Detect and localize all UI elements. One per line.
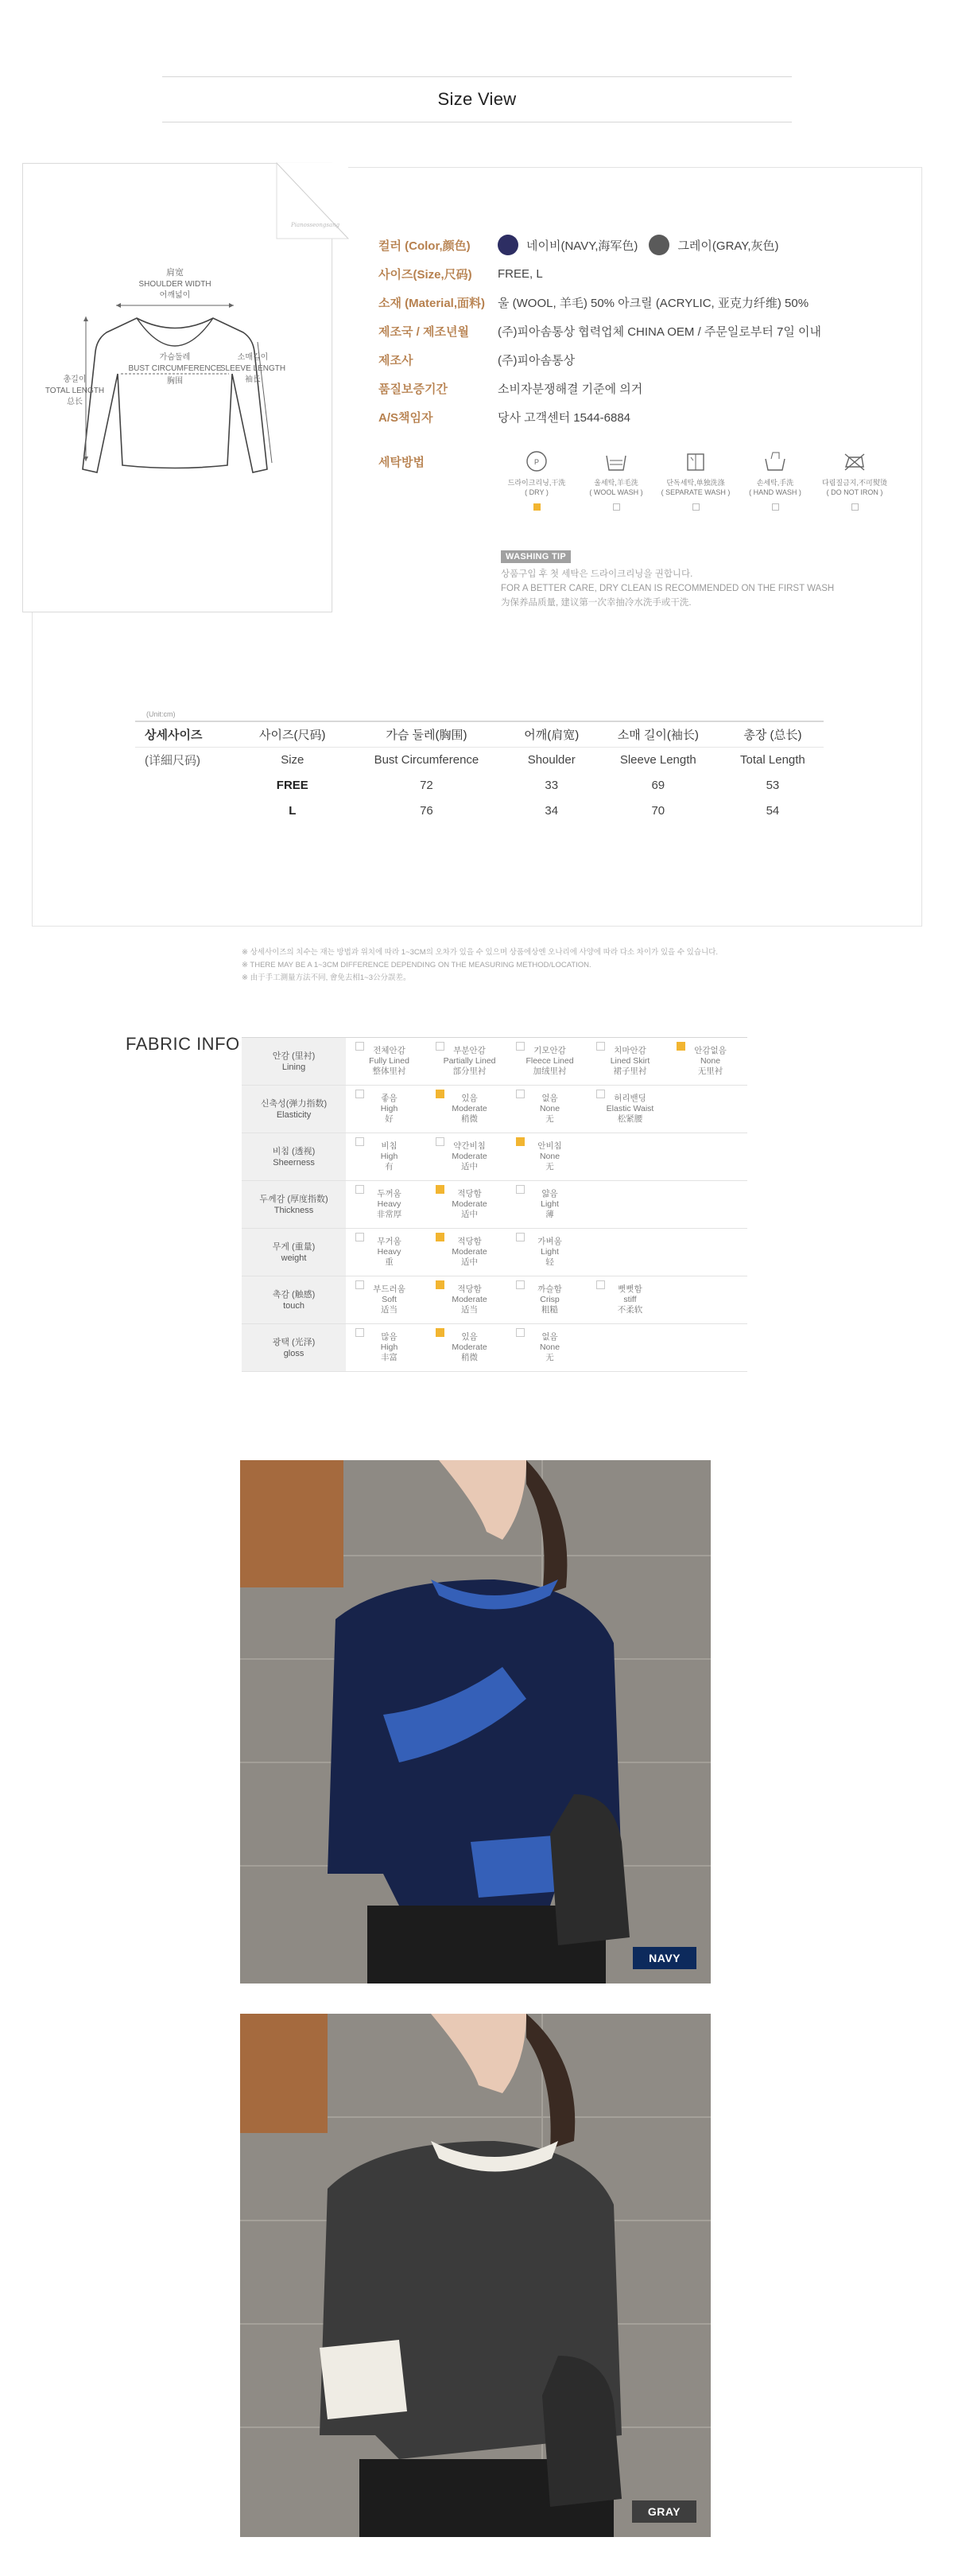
wash-item-ko: 다림질금지,不可熨烫 [822, 479, 887, 487]
folded-corner-icon [277, 163, 348, 239]
fabric-option [426, 1229, 506, 1276]
fabric-option [506, 1229, 587, 1276]
fabric-option-empty [667, 1086, 747, 1133]
spec-row-manufacturer [378, 345, 887, 374]
table-cell: L [289, 803, 297, 818]
checkbox-icon [436, 1042, 444, 1051]
fabric-option-cn: 粗糙 [541, 1305, 559, 1315]
fabric-option-cn: 无 [545, 1114, 554, 1124]
sleeve-label-ko: 소매길이 [237, 353, 269, 362]
spec-value: 당사 고객센터 1544-6884 [498, 410, 631, 425]
size-table [135, 721, 824, 823]
fabric-head-en: Elasticity [276, 1109, 312, 1120]
spec-value-colors [498, 235, 779, 255]
no-iron-icon [841, 449, 868, 473]
fabric-option-empty [667, 1324, 747, 1372]
spec-label: 품질보증기간 [378, 382, 448, 396]
table-lead: 상세사이즈 [135, 721, 240, 747]
note-line: ※ THERE MAY BE A 1~3CM DIFFERENCE DEPENDING ON THE MEASURING METHOD/LOCATION. [242, 961, 591, 969]
fabric-option [346, 1181, 426, 1229]
tip-line: FOR A BETTER CARE, DRY CLEAN IS RECOMMENDED ON THE FIRST WASH [501, 584, 835, 593]
fabric-option-en: Lined Skirt [610, 1056, 650, 1066]
fabric-option-ko: 없음 [541, 1094, 558, 1103]
washing-icons [497, 449, 894, 511]
fabric-option-cn: 稍微 [461, 1353, 479, 1362]
fabric-option-en: High [380, 1152, 398, 1161]
column-header-en: Size [281, 752, 304, 767]
fabric-row-head [242, 1038, 346, 1086]
fabric-option [426, 1181, 506, 1229]
table-row [135, 798, 824, 823]
wool-wash-icon [603, 449, 630, 473]
spec-row-warranty [378, 374, 887, 402]
fabric-option-ko: 얇음 [541, 1189, 558, 1199]
fabric-option [506, 1038, 587, 1086]
fabric-option-cn: 整体里衬 [372, 1067, 406, 1076]
spec-list [378, 231, 887, 431]
table-cell: FREE [276, 778, 308, 792]
gray-photo-illustration [240, 2014, 711, 2537]
section-header [162, 76, 792, 122]
fabric-head-en: Lining [281, 1062, 306, 1072]
fabric-row [242, 1324, 747, 1372]
fabric-row-head [242, 1181, 346, 1229]
fabric-head-ko: 광택 (光泽) [272, 1337, 316, 1347]
fabric-option-ko: 적당함 [457, 1284, 482, 1294]
gray-swatch [649, 235, 669, 255]
measure-notes [242, 946, 718, 985]
note-line: ※ 由于手工測量方法不同, 會免去相1~3公分誤差。 [242, 973, 411, 982]
fabric-option-en: Moderate [452, 1104, 487, 1113]
fabric-option-cn: 不柔软 [617, 1305, 643, 1315]
fabric-option-ko: 부드러움 [373, 1284, 405, 1294]
checked-box-icon [436, 1233, 444, 1241]
wash-check [613, 503, 620, 511]
checkbox-icon [516, 1233, 525, 1241]
checkbox-icon [596, 1090, 605, 1098]
column-header: 사이즈(尺码) [240, 721, 344, 747]
fabric-option-ko: 적당함 [457, 1189, 482, 1199]
fabric-option-en: Light [541, 1247, 559, 1257]
fabric-option-cn: 好 [385, 1114, 394, 1124]
checked-box-icon [436, 1090, 444, 1098]
fabric-option-ko: 전체안감 [373, 1046, 405, 1055]
shoulder-label-cn: 肩宽 [166, 268, 184, 278]
washing-tip-badge: WASHING TIP [501, 550, 571, 563]
sweater-measure-diagram [45, 262, 286, 493]
checkbox-icon [516, 1328, 525, 1337]
spec-value: 울 (WOOL, 羊毛) 50% 아크릴 (ACRYLIC, 亚克力纤维) 50% [498, 296, 809, 310]
fabric-option-cn: 适中 [461, 1257, 479, 1267]
washing-label: 세탁방법 [378, 456, 425, 469]
fabric-option-empty [667, 1181, 747, 1229]
spec-value: (주)피아솜통상 [498, 353, 575, 367]
fabric-option-ko: 부분안감 [453, 1046, 486, 1055]
table-row [135, 772, 824, 798]
table-cell: 54 [766, 803, 780, 818]
fabric-option-cn: 重 [385, 1257, 394, 1267]
spec-row-material [378, 288, 887, 317]
checkbox-icon [355, 1042, 364, 1051]
sleeve-label-cn: 袖长 [245, 375, 261, 384]
checkbox-icon [516, 1280, 525, 1289]
fabric-option-cn: 有 [385, 1162, 394, 1171]
fabric-option [587, 1038, 667, 1086]
fabric-row-head [242, 1276, 346, 1324]
fabric-option-en: Partially Lined [443, 1056, 496, 1066]
checkbox-icon [516, 1185, 525, 1194]
navy-photo-illustration [240, 1460, 711, 1983]
column-header-en: Bust Circumference [374, 752, 479, 767]
fabric-head-en: Sheerness [273, 1157, 315, 1168]
checkbox-icon [355, 1137, 364, 1146]
checked-box-icon [436, 1280, 444, 1289]
fabric-option-ko: 무거움 [377, 1237, 401, 1246]
fabric-row-head [242, 1133, 346, 1181]
spec-label: A/S책임자 [378, 410, 433, 425]
wash-item-en: ( DRY ) [525, 488, 549, 496]
checkbox-icon [355, 1328, 364, 1337]
fabric-option-en: Moderate [452, 1199, 487, 1209]
spec-label: 컬러 (Color,颜色) [378, 239, 471, 253]
wash-item-hand [735, 449, 815, 511]
fabric-option-en: Moderate [452, 1247, 487, 1257]
length-label-en: TOTAL LENGTH [45, 387, 105, 395]
fabric-option [667, 1038, 747, 1086]
table-cell: 76 [420, 803, 433, 818]
checkbox-icon [596, 1042, 605, 1051]
table-cell: 72 [420, 778, 433, 792]
photo-color-tag: GRAY [632, 2500, 696, 2523]
bust-label-en: BUST CIRCUMFERENCE [128, 364, 222, 373]
fabric-option [346, 1086, 426, 1133]
fabric-option-en: stiff [623, 1295, 637, 1304]
fabric-option-cn: 部分里衬 [452, 1067, 487, 1076]
tip-line: 상품구입 후 첫 세탁은 드라이크리닝을 권합니다. [501, 569, 693, 579]
fabric-option-en: None [700, 1056, 721, 1066]
fabric-option-en: Moderate [452, 1295, 487, 1304]
wash-item-dry [497, 449, 576, 511]
fabric-option [426, 1276, 506, 1324]
fabric-option-cn: 薄 [545, 1210, 554, 1219]
column-header-en: Sleeve Length [619, 752, 696, 767]
fabric-option-ko: 뻣뻣함 [618, 1284, 642, 1294]
fabric-row [242, 1229, 747, 1276]
fabric-option-ko: 약간비침 [453, 1141, 486, 1151]
fabric-option [346, 1276, 426, 1324]
fabric-option-en: None [539, 1342, 560, 1352]
spec-value: 소비자분쟁해결 기준에 의거 [498, 382, 643, 396]
fabric-head-ko: 비침 (透视) [272, 1146, 316, 1156]
fabric-head-en: touch [283, 1300, 304, 1311]
fabric-option-cn: 无里衬 [697, 1067, 723, 1076]
fabric-option [346, 1324, 426, 1372]
checkbox-icon [355, 1280, 364, 1289]
fabric-option-en: High [380, 1342, 398, 1352]
table-cell: 34 [545, 803, 559, 818]
fabric-head-ko: 안감 (里衬) [272, 1051, 316, 1061]
wash-item-en: ( HAND WASH ) [749, 488, 801, 496]
bust-label-cn: 胸围 [167, 377, 183, 386]
fabric-head-en: gloss [283, 1348, 304, 1358]
fabric-option [426, 1133, 506, 1181]
fabric-option-cn: 稍微 [461, 1114, 479, 1124]
wash-check [533, 503, 541, 511]
fabric-option-en: Fleece Lined [525, 1056, 574, 1066]
checkbox-icon [516, 1090, 525, 1098]
photo-color-tag: NAVY [633, 1947, 696, 1969]
washing-tip-text [501, 567, 834, 610]
wash-item-ko: 단독세탁,单独洗涤 [666, 479, 725, 487]
table-cell: 33 [545, 778, 559, 792]
fabric-option-en: None [539, 1152, 560, 1161]
fabric-option-cn: 适当 [381, 1305, 398, 1315]
fabric-head-ko: 촉감 (触感) [272, 1289, 316, 1300]
table-lead-cn: (详細尺码) [145, 753, 200, 767]
svg-text:P: P [533, 458, 540, 466]
fabric-option-empty [587, 1181, 667, 1229]
wash-check [692, 503, 700, 511]
fabric-option-en: Elastic Waist [606, 1104, 654, 1113]
fabric-option-ko: 안비침 [537, 1141, 562, 1151]
fabric-option [426, 1324, 506, 1372]
tip-line: 为保养品质量, 建议第一次幸抽冷水洗手或干洗. [501, 598, 692, 608]
fabric-option-en: Soft [382, 1295, 397, 1304]
wash-item-en: ( SEPARATE WASH ) [661, 488, 731, 496]
table-cell: 69 [651, 778, 665, 792]
fabric-option [506, 1181, 587, 1229]
spec-row-color [378, 231, 887, 259]
unit-label: (Unit:cm) [146, 710, 176, 718]
spec-row-size [378, 259, 887, 288]
fabric-row [242, 1038, 747, 1086]
fabric-option-en: High [380, 1104, 398, 1113]
fabric-option-en: None [539, 1104, 560, 1113]
shoulder-label-ko: 어깨넓이 [159, 291, 191, 300]
fabric-option-cn: 适中 [461, 1210, 479, 1219]
fabric-head-en: weight [281, 1253, 307, 1263]
spec-row-origin [378, 317, 887, 345]
fabric-option-en: Heavy [377, 1199, 401, 1209]
shoulder-label-en: SHOULDER WIDTH [138, 280, 211, 289]
fabric-option-empty [667, 1276, 747, 1324]
spec-row-as [378, 402, 887, 431]
fabric-head-ko: 신축성(弹力指数) [260, 1098, 328, 1109]
fabric-option-empty [587, 1133, 667, 1181]
fabric-option-ko: 기모안감 [533, 1046, 566, 1055]
table-header-row [135, 721, 824, 747]
length-label-cn: 总长 [67, 398, 83, 406]
fabric-option-ko: 있음 [461, 1332, 478, 1342]
fabric-option-ko: 많음 [381, 1332, 398, 1342]
color-name-navy: 네이비(NAVY,海军色) [526, 239, 638, 253]
fabric-row [242, 1276, 747, 1324]
fabric-option-cn: 非常厚 [376, 1210, 402, 1219]
spec-value: FREE, L [498, 266, 543, 281]
fabric-option [346, 1133, 426, 1181]
fabric-option [587, 1086, 667, 1133]
column-header: 소매 길이(袖长) [595, 721, 722, 747]
table-subheader-row [135, 747, 824, 772]
fabric-option-ko: 비침 [381, 1141, 398, 1151]
fabric-row-head [242, 1086, 346, 1133]
fabric-row [242, 1181, 747, 1229]
sleeve-label-en: SLEEVE LENGTH [219, 364, 286, 373]
fabric-option-ko: 안감없음 [694, 1046, 727, 1055]
brand-mark: Pianosseongsang [291, 222, 340, 228]
wash-item-separate [656, 449, 735, 511]
fabric-option-ko: 가벼움 [537, 1237, 562, 1246]
wash-item-ko: 울세탁,羊毛洗 [594, 479, 638, 487]
fabric-option [506, 1324, 587, 1372]
fabric-option [346, 1038, 426, 1086]
fabric-row-head [242, 1229, 346, 1276]
fabric-option-en: Light [541, 1199, 559, 1209]
table-cell: 53 [766, 778, 780, 792]
product-photo-navy [240, 1460, 711, 1983]
wash-check [772, 503, 779, 511]
table-cell: 70 [651, 803, 665, 818]
column-header: 어깨(肩宽) [509, 721, 595, 747]
fabric-head-en: Thickness [273, 1205, 314, 1215]
fabric-option [506, 1276, 587, 1324]
column-header: 총장 (总长) [722, 721, 824, 747]
fabric-option-cn: 适当 [461, 1305, 479, 1315]
fabric-option [426, 1086, 506, 1133]
fabric-row-head [242, 1324, 346, 1372]
fabric-option-empty [667, 1133, 747, 1181]
wash-item-noiron [815, 449, 894, 511]
fabric-head-ko: 무게 (重量) [272, 1241, 316, 1252]
fabric-option-empty [667, 1229, 747, 1276]
checkbox-icon [596, 1280, 605, 1289]
fabric-option-en: Moderate [452, 1342, 487, 1352]
fabric-option-cn: 丰富 [381, 1353, 398, 1362]
product-photo-gray [240, 2014, 711, 2537]
fabric-option [426, 1038, 506, 1086]
fabric-option-cn: 无 [545, 1162, 554, 1171]
color-name-gray: 그레이(GRAY,灰色) [677, 239, 779, 253]
checkbox-icon [355, 1233, 364, 1241]
column-header-en: Shoulder [527, 752, 576, 767]
page-title: Size View [437, 89, 517, 109]
fabric-option-ko: 있음 [461, 1094, 478, 1103]
fabric-option-cn: 轻 [545, 1257, 554, 1267]
spec-label: 제조사 [378, 353, 413, 367]
note-line: ※ 상세사이즈의 치수는 재는 방법과 위치에 따라 1~3CM의 오차가 있을 수 있으며 상품에상엔 오나리에 사양에 따라 다소 차이가 있을 수 있습니다. [242, 948, 719, 957]
fabric-option-cn: 无 [545, 1353, 554, 1362]
column-header-en: Total Length [740, 752, 805, 767]
fabric-option-ko: 없음 [541, 1332, 558, 1342]
fabric-option-cn: 裙子里衬 [613, 1067, 647, 1076]
fabric-option-cn: 松紧腰 [617, 1114, 643, 1124]
wash-item-ko: 드라이크리닝,干洗 [507, 479, 566, 487]
fabric-option [506, 1086, 587, 1133]
spec-label: 사이즈(Size,尺码) [378, 267, 472, 282]
spec-label: 제조국 / 제조년월 [378, 324, 469, 339]
fabric-option-ko: 허리밴딩 [614, 1094, 646, 1103]
checked-box-icon [436, 1328, 444, 1337]
separate-wash-icon [682, 449, 709, 473]
fabric-option-ko: 까슬함 [537, 1284, 562, 1294]
fabric-option-ko: 좋음 [381, 1094, 398, 1103]
column-header: 가슴 둘레(胸围) [344, 721, 508, 747]
fabric-option [346, 1229, 426, 1276]
checkbox-icon [436, 1137, 444, 1146]
fabric-option [506, 1133, 587, 1181]
fabric-option-en: Crisp [540, 1295, 560, 1304]
fabric-info-table [242, 1037, 747, 1372]
fabric-option-cn: 适中 [461, 1162, 479, 1171]
checkbox-icon [355, 1185, 364, 1194]
checked-box-icon [436, 1185, 444, 1194]
fabric-row [242, 1086, 747, 1133]
fabric-option-en: Heavy [377, 1247, 401, 1257]
checkbox-icon [516, 1042, 525, 1051]
wash-item-ko: 손세탁,手洗 [756, 479, 794, 487]
fabric-option-cn: 加绒里衬 [533, 1067, 567, 1076]
fabric-row [242, 1133, 747, 1181]
fabric-option-en: Moderate [452, 1152, 487, 1161]
wash-check [851, 503, 859, 511]
checkbox-icon [355, 1090, 364, 1098]
wash-item-wool [576, 449, 656, 511]
length-label-ko: 총길이 [63, 375, 87, 384]
fabric-option-en: Fully Lined [369, 1056, 409, 1066]
hand-wash-icon [762, 449, 789, 473]
fabric-info-title: FABRIC INFO [126, 1034, 240, 1054]
fabric-option-ko: 두꺼움 [377, 1189, 401, 1199]
wash-item-en: ( DO NOT IRON ) [826, 488, 883, 496]
fabric-option-ko: 적당함 [457, 1237, 482, 1246]
dry-clean-icon [523, 449, 550, 473]
fabric-head-ko: 두께감 (厚度指数) [259, 1194, 328, 1204]
wash-item-en: ( WOOL WASH ) [589, 488, 643, 496]
checked-box-icon [516, 1137, 525, 1146]
fabric-option-empty [587, 1324, 667, 1372]
spec-label: 소재 (Material,面料) [378, 296, 485, 310]
checked-box-icon [677, 1042, 685, 1051]
fabric-option [587, 1276, 667, 1324]
navy-swatch [498, 235, 518, 255]
bust-label-ko: 가슴둘레 [159, 353, 191, 362]
fabric-option-empty [587, 1229, 667, 1276]
fabric-option-ko: 치마안감 [614, 1046, 646, 1055]
spec-value: (주)피아솜통상 협력업체 CHINA OEM / 주문일로부터 7일 이내 [498, 324, 821, 339]
